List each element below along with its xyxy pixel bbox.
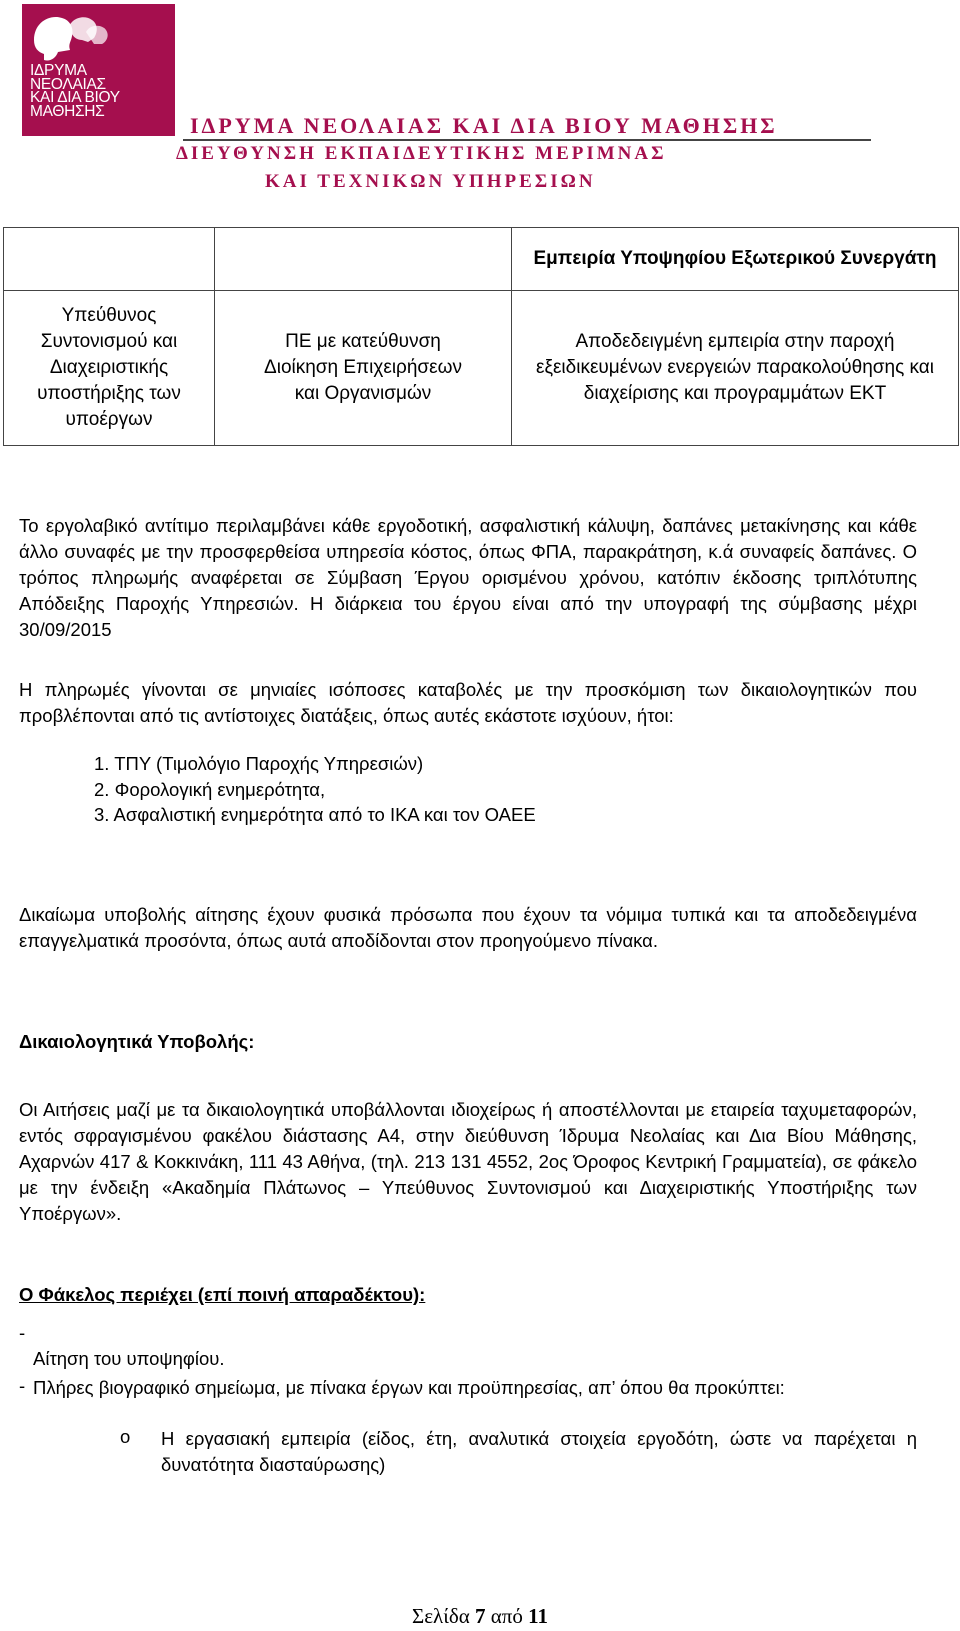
sub-bullet: o bbox=[120, 1426, 131, 1447]
table-cell-qualification: ΠΕ με κατεύθυνση Διοίκηση Επιχειρήσεων και Οργανισμών bbox=[215, 291, 512, 446]
foundation-logo bbox=[22, 4, 175, 136]
experience-table bbox=[3, 227, 959, 446]
heading-folder-contents: Ο Φάκελος περιέχει (επί ποινή απαραδέκτου): bbox=[19, 1284, 426, 1305]
table-header-cell: Εμπειρία Υποψηφίου Εξωτερικού Συνεργάτη bbox=[512, 228, 959, 291]
list-dash: - bbox=[19, 1322, 26, 1343]
table-cell-position: Υπεύθυνος Συντονισμού και Διαχειριστικής υποστήριξης των υποέργων bbox=[4, 291, 215, 446]
sub-list-item: Η εργασιακή εμπειρία (είδος, έτη, αναλυτικά στοιχεία εργοδότη, ώστε να παρέχεται η δυνατότητα διασταύρωσης) bbox=[161, 1428, 917, 1475]
paragraph-payments: Η πληρωμές γίνονται σε μηνιαίες ισόποσες καταβολές με την προσκόμιση των δικαιολογητικών που προβλέπονται από τις αντίστοιχες διατάξεις, όπως αυτές εκάστοτε ισχύουν, ήτοι: bbox=[19, 679, 917, 726]
list-item: 1. ΤΠΥ (Τιμολόγιο Παροχής Υπηρεσιών) bbox=[94, 753, 424, 774]
footer-page-number: 7 bbox=[475, 1604, 486, 1628]
table-cell-experience: Αποδεδειγμένη εμπειρία στην παροχή εξειδικευμένων ενεργειών παρακολούθησης και διαχείρισης και προγραμμάτων ΕΚΤ bbox=[512, 291, 959, 446]
header-divider bbox=[183, 139, 871, 141]
table-row bbox=[4, 291, 959, 446]
heads-logo-icon bbox=[28, 10, 118, 66]
header-foundation-name: ΙΔΡΥΜΑ ΝΕΟΛΑΙΑΣ ΚΑΙ ΔΙΑ ΒΙΟΥ ΜΑΘΗΣΗΣ bbox=[190, 113, 778, 138]
table-header-row bbox=[4, 228, 959, 291]
list-item: 3. Ασφαλιστική ενημερότητα από το ΙΚΑ και τον ΟΑΕΕ bbox=[94, 804, 536, 825]
paragraph-eligibility: Δικαίωμα υποβολής αίτησης έχουν φυσικά πρόσωπα που έχουν τα νόμιμα τυπικά και τα αποδεδειγμένα επαγγελματικά προσόντα, όπως αυτά αποδίδονται στον προηγούμενο πίνακα. bbox=[19, 904, 917, 951]
paragraph-fee: Το εργολαβικό αντίτιμο περιλαμβάνει κάθε εργοδοτική, ασφαλιστική κάλυψη, δαπάνες μετακίνησης και κάθε άλλο συναφές με την προσφερθείσα υπηρεσία κόστος, όπως ΦΠΑ, παρακράτηση, κ.ά συναφείς δαπάνες. Ο τρόπος πληρωμής αναφέρεται σε Σύμβαση Έργου ορισμένου χρόνου, κατόπιν έκδοσης τριπλότυπης Απόδειξης Παροχής Υπηρεσιών. Η διάρκεια του έργου είναι από την υπογραφή της σύμβασης μέχρι 30/09/2015 bbox=[19, 515, 917, 640]
table-header-cell bbox=[4, 228, 215, 291]
table-header-cell bbox=[215, 228, 512, 291]
logo-text: ΙΔΡΥΜΑ ΝΕΟΛΑΙΑΣ ΚΑΙ ΔΙΑ ΒΙΟΥ ΜΑΘΗΣΗΣ bbox=[30, 62, 120, 120]
footer-page-word: Σελίδα bbox=[412, 1604, 470, 1628]
footer-of-word: από bbox=[490, 1604, 523, 1628]
heading-submission-docs: Δικαιολογητικά Υποβολής: bbox=[19, 1031, 255, 1052]
list-item: Πλήρες βιογραφικό σημείωμα, με πίνακα έργων και προϋπηρεσίας, απ’ όπου θα προκύπτει: bbox=[33, 1377, 785, 1398]
payment-docs-list bbox=[94, 751, 536, 828]
header-directorate-cont: ΚΑΙ ΤΕΧΝΙΚΩΝ ΥΠΗΡΕΣΙΩΝ bbox=[265, 171, 596, 192]
list-item: 2. Φορολογική ενημερότητα, bbox=[94, 778, 326, 800]
list-dash: - bbox=[19, 1375, 26, 1396]
page-footer bbox=[0, 1604, 960, 1629]
footer-total-pages: 11 bbox=[528, 1604, 548, 1628]
list-item: Αίτηση του υποψηφίου. bbox=[33, 1348, 225, 1369]
header-directorate: ΔΙΕΥΘΥΝΣΗ ΕΚΠΑΙΔΕΥΤΙΚΗΣ ΜΕΡΙΜΝΑΣ bbox=[176, 143, 667, 164]
paragraph-submission: Οι Αιτήσεις μαζί με τα δικαιολογητικά υποβάλλονται ιδιοχείρως ή αποστέλλονται με εταιρεία ταχυμεταφορών, εντός σφραγισμένου φακέλου διάστασης Α4, στην διεύθυνση Ίδρυμα Νεολαίας και Δια Βίου Μάθησης, Αχαρνών 417 & Κοκκινάκη, 111 43 Αθήνα, (τηλ. 213 131 4552, 2ος Όροφος Κεντρική Γραμματεία), σε φάκελο με την ένδειξη «Ακαδημία Πλάτωνος – Υπεύθυνος Συντονισμού και Διαχειριστικής Υποστήριξης των Υποέργων». bbox=[19, 1099, 917, 1224]
